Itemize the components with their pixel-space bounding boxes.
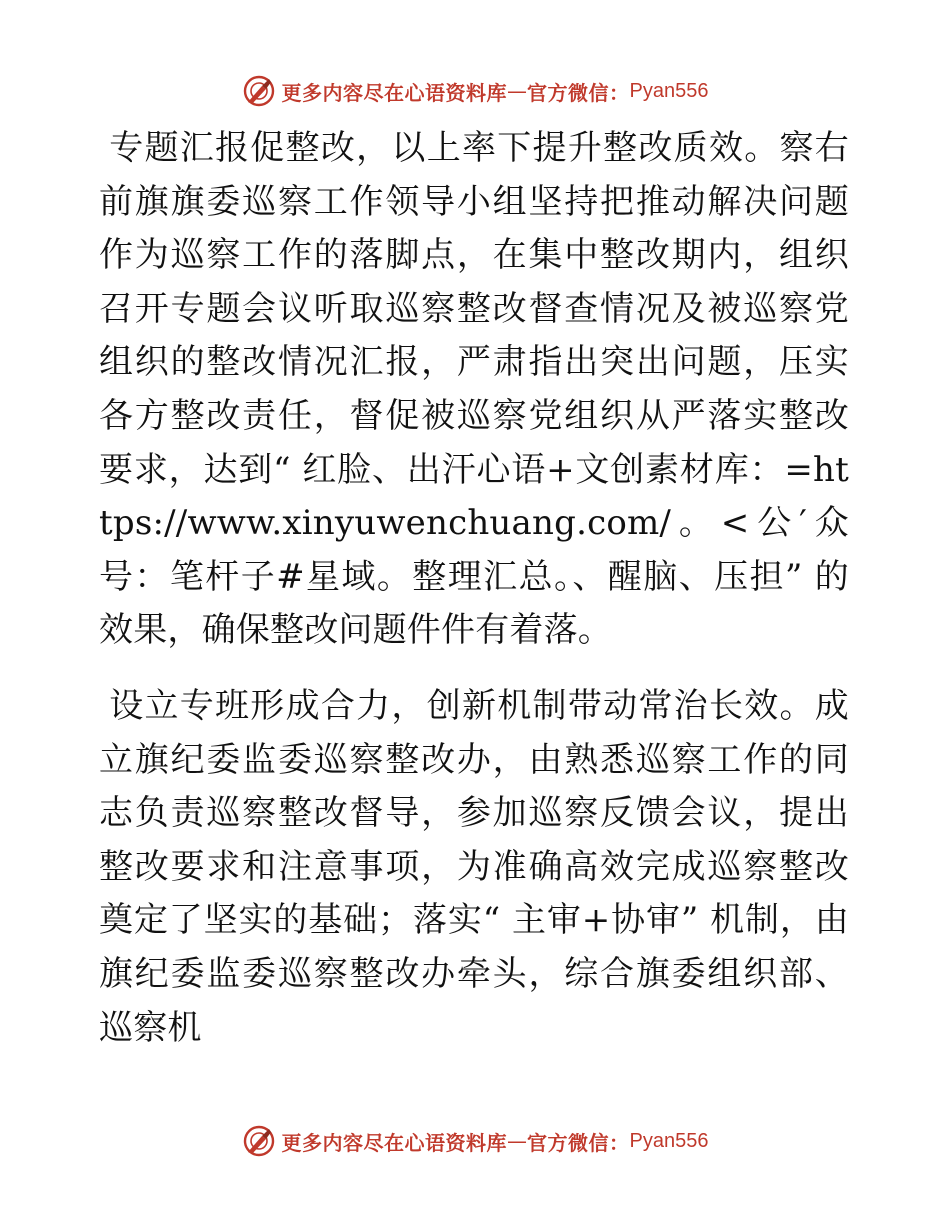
document-body bbox=[99, 122, 849, 1055]
watermark-wechat-id: Pyan556 bbox=[629, 1129, 709, 1152]
paragraph-rectification-report: 专题汇报促整改，以上率下提升整改质效。察右前旗旗委巡察工作领导小组坚持把推动解决问题作为巡察工作的落脚点，在集中整改期内，组织召开专题会议听取巡察整改督查情况及被巡察党组织的整改情况汇报，严肃指出突出问题，压实各方整改责任，督促被巡察党组织从严落实整改要求，达到“ 红脸、出汗心语+文创素材库：=https://www.xinyuwenchuang.com/。<公′众号：笔杆子#星域。整理汇总。、醒脑、压担” 的效果，确保整改问题件件有着落。 bbox=[99, 128, 849, 651]
watermark-separator: — bbox=[507, 79, 528, 103]
pen-logo-icon bbox=[242, 74, 276, 108]
paragraph-special-task-force: 设立专班形成合力，创新机制带动常治长效。成立旗纪委监委巡察整改办，由熟悉巡察工作的同志负责巡察整改督导，参加巡察反馈会议，提出整改要求和注意事项，为准确高效完成巡察整改奠定了坚实的基础；落实“ 主审+协审” 机制，由旗纪委监委巡察整改办牵头，综合旗委组织部、巡察机 bbox=[99, 685, 849, 1048]
pen-logo-icon bbox=[242, 1124, 276, 1158]
watermark-wechat-id: Pyan556 bbox=[629, 79, 709, 102]
watermark-separator: — bbox=[507, 1129, 528, 1153]
watermark-site-name: 更多内容尽在心语资料库 bbox=[281, 1130, 508, 1155]
watermark-site-name: 更多内容尽在心语资料库 bbox=[281, 80, 508, 105]
watermark-header bbox=[0, 74, 950, 108]
watermark-footer bbox=[0, 1124, 950, 1158]
watermark-wechat-label: 官方微信： bbox=[527, 80, 630, 105]
watermark-wechat-label: 官方微信： bbox=[527, 1130, 630, 1155]
